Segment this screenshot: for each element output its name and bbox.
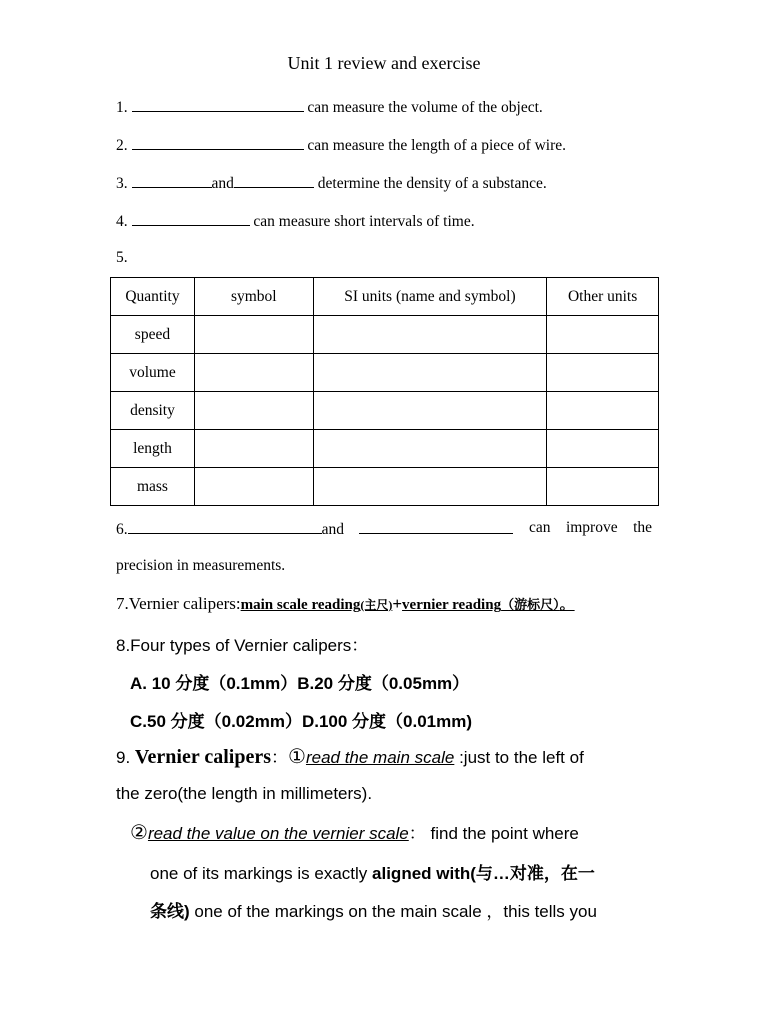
sentence-end: 。 <box>559 597 575 613</box>
line-text: one of the markings on the main scale ，this tells you <box>189 902 597 921</box>
vernier-term: vernier reading <box>402 597 502 613</box>
circled-two-icon: ② <box>130 820 148 844</box>
answer-blank[interactable] <box>132 173 212 188</box>
quantities-table <box>110 277 659 506</box>
option-line-a-b: A. 10 分度（0.1mm）B.20 分度（0.05mm） <box>130 674 470 693</box>
question-text: the <box>633 519 652 536</box>
question-number: 4. <box>116 213 128 230</box>
symbol-cell[interactable] <box>194 468 313 506</box>
answer-blank[interactable] <box>234 173 314 188</box>
question-text: can measure the volume of the object. <box>307 99 543 116</box>
table-header-cell: Other units <box>547 278 659 316</box>
page-title: Unit 1 review and exercise <box>287 53 481 73</box>
question-4 <box>116 211 475 231</box>
other-unit-cell[interactable] <box>547 392 659 430</box>
question-number: 3. <box>116 175 128 192</box>
table-row <box>111 354 659 392</box>
step-2-text: read the value on the vernier scale <box>147 824 409 843</box>
line-text: one of its markings is exactly <box>150 864 373 883</box>
question-connector: and <box>211 175 234 192</box>
table-row <box>111 430 659 468</box>
question-2 <box>116 135 566 155</box>
table-header-cell: symbol <box>194 278 313 316</box>
question-number: 6. <box>116 521 128 538</box>
symbol-cell[interactable] <box>194 316 313 354</box>
plus-sign: + <box>392 594 403 613</box>
question-number: 2. <box>116 137 128 154</box>
option-line-c-d: C.50 分度（0.02mm）D.100 分度（0.01mm) <box>130 712 473 731</box>
vernier-chinese: （游标尺） <box>501 597 560 612</box>
main-scale-term: main scale reading <box>240 597 361 613</box>
quantity-cell: volume <box>111 354 195 392</box>
question-7 <box>116 593 575 614</box>
question-connector: and <box>321 521 345 538</box>
question-text: can measure the length of a piece of wire. <box>307 137 567 154</box>
question-text: improve <box>565 519 618 536</box>
question-number: 9. <box>116 748 131 767</box>
quantity-cell: mass <box>111 468 195 506</box>
table-header-row <box>111 278 659 316</box>
main-scale-chinese: (主尺) <box>360 598 393 612</box>
si-unit-cell[interactable] <box>313 392 546 430</box>
aligned-with-term-cont: 条线) <box>150 902 190 921</box>
si-unit-cell[interactable] <box>313 354 546 392</box>
table-header-cell: Quantity <box>111 278 195 316</box>
question-number: 1. <box>116 99 128 116</box>
question-heading: Vernier calipers <box>134 746 272 768</box>
step-2-rest: ： find the point where <box>408 824 579 843</box>
step-1-rest: :just to the left of <box>459 748 584 767</box>
heading-colon: ： <box>271 748 289 767</box>
question-text: can <box>528 519 551 536</box>
symbol-cell[interactable] <box>194 354 313 392</box>
question-lead: 7.Vernier calipers: <box>116 594 241 613</box>
question-9-line-5 <box>150 897 597 922</box>
step-1-text: read the main scale <box>305 748 455 767</box>
question-6-continued: precision in measurements. <box>116 557 286 574</box>
question-9 <box>116 743 584 769</box>
question-5-number: 5. <box>116 249 128 266</box>
table-header-cell: SI units (name and symbol) <box>313 278 546 316</box>
answer-blank[interactable] <box>132 211 250 226</box>
question-text: determine the density of a substance. <box>317 175 547 192</box>
question-8-lead: 8.Four types of Vernier calipers： <box>116 636 369 655</box>
other-unit-cell[interactable] <box>547 430 659 468</box>
other-unit-cell[interactable] <box>547 468 659 506</box>
circled-one-icon: ① <box>288 744 306 768</box>
answer-blank[interactable] <box>132 97 304 112</box>
question-9-line-4 <box>150 859 595 884</box>
quantity-cell: speed <box>111 316 195 354</box>
symbol-cell[interactable] <box>194 392 313 430</box>
aligned-with-term: aligned with(与…对准，在一 <box>372 864 595 883</box>
question-text: can measure short intervals of time. <box>253 213 475 230</box>
quantity-cell: density <box>111 392 195 430</box>
answer-blank[interactable] <box>132 135 304 150</box>
table-row <box>111 316 659 354</box>
question-1 <box>116 97 543 117</box>
table-row <box>111 468 659 506</box>
symbol-cell[interactable] <box>194 430 313 468</box>
si-unit-cell[interactable] <box>313 430 546 468</box>
question-6 <box>116 519 652 539</box>
question-3 <box>116 173 547 193</box>
other-unit-cell[interactable] <box>547 354 659 392</box>
answer-blank[interactable] <box>359 519 513 534</box>
quantity-cell: length <box>111 430 195 468</box>
question-9-line-2: the zero(the length in millimeters). <box>116 784 373 803</box>
other-unit-cell[interactable] <box>547 316 659 354</box>
answer-blank[interactable] <box>128 519 322 534</box>
si-unit-cell[interactable] <box>313 316 546 354</box>
si-unit-cell[interactable] <box>313 468 546 506</box>
table-row <box>111 392 659 430</box>
question-9-step-2 <box>130 819 579 844</box>
